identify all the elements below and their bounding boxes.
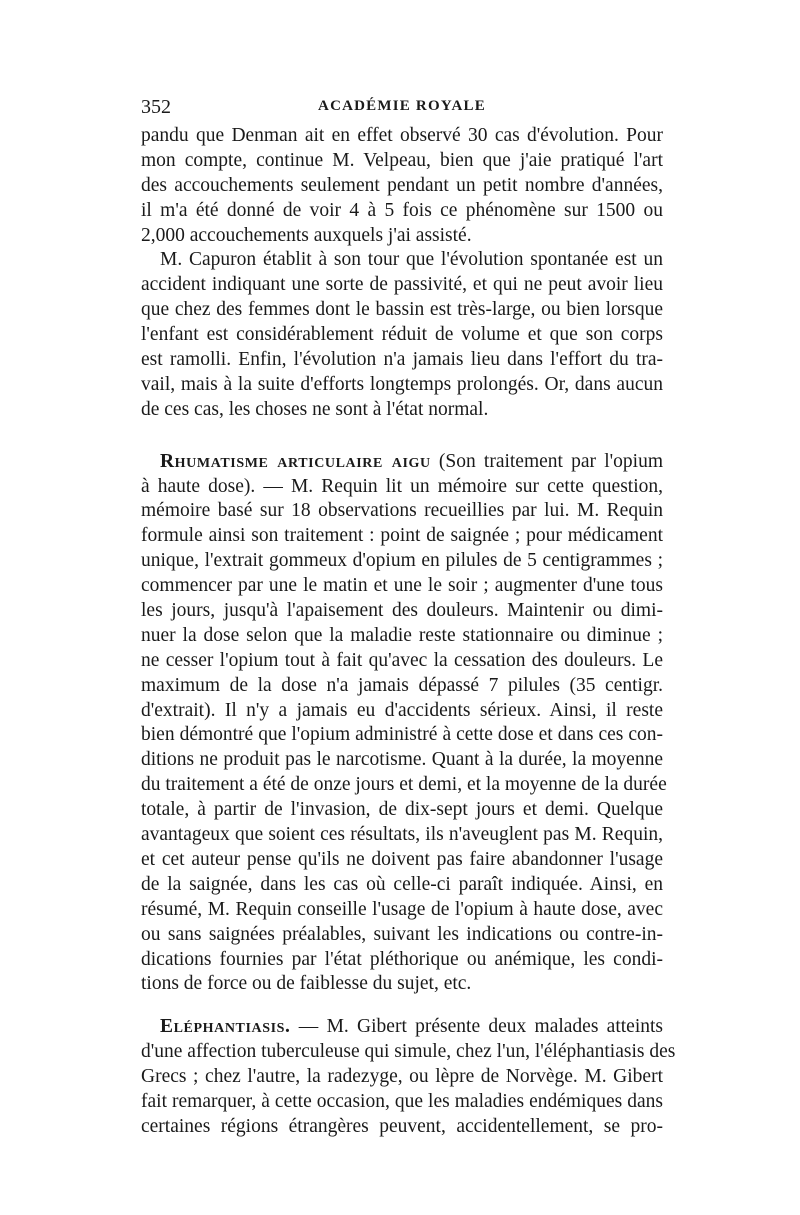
text-line: accident indiquant une sorte de passivité, et qui ne peut avoir lieu — [141, 274, 663, 296]
page — [141, 96, 676, 1140]
page-header — [141, 96, 663, 122]
text-line: Grecs ; chez l'autre, la radezyge, ou lèpre de Norvège. M. Gibert — [141, 1066, 663, 1088]
running-head: ACADÉMIE ROYALE — [318, 98, 486, 114]
text-line: totale, à partir de l'invasion, de dix-sept jours et demi. Quelque — [141, 799, 663, 821]
text-line: ou sans saignées préalables, suivant les indications ou contre-in- — [141, 923, 663, 945]
text-line: M. Capuron établit à son tour que l'évolution spontanée est un — [160, 249, 663, 271]
text-line: certaines régions étrangères peuvent, accidentellement, se pro- — [141, 1115, 663, 1137]
text-line: fait remarquer, à cette occasion, que les maladies endémiques dans — [141, 1090, 663, 1112]
text-line: nuer la dose selon que la maladie reste stationnaire ou diminue ; — [141, 624, 663, 646]
text-line: dications fournies par l'état pléthorique ou anémique, les condi- — [141, 948, 663, 970]
text-line: de la saignée, dans les cas où celle-ci paraît indiquée. Ainsi, en — [141, 873, 663, 895]
text-line: ne cesser l'opium tout à fait qu'avec la cessation des douleurs. Le — [141, 649, 663, 671]
text-line: est ramolli. Enfin, l'évolution n'a jamais lieu dans l'effort du tra- — [141, 349, 663, 371]
section-heading: Eléphantiasis. — [160, 1016, 291, 1038]
text-line: mon compte, continue M. Velpeau, bien que j'aie pratiqué l'art — [141, 149, 663, 171]
text-line: vail, mais à la suite d'efforts longtemps prolongés. Or, dans aucun — [141, 373, 663, 395]
text-line: 2,000 accouchements auxquels j'ai assisté. — [141, 224, 472, 246]
section-rhumatisme — [141, 450, 667, 998]
text-line: les jours, jusqu'à l'apaisement des douleurs. Maintenir ou dimi- — [141, 600, 663, 622]
text-line: à haute dose). — M. Requin lit un mémoire sur cette question, — [141, 475, 663, 497]
section-heading-rest: (Son traitement par l'opium — [430, 450, 663, 472]
text-line: unique, l'extrait gommeux d'opium en pilules de 5 centigrammes ; — [141, 550, 663, 572]
page-number: 352 — [141, 96, 171, 118]
text-line: il m'a été donné de voir 4 à 5 fois ce phénomène sur 1500 ou — [141, 199, 663, 221]
section-elephantiasis — [141, 1015, 676, 1139]
text-line: d'une affection tuberculeuse qui simule, chez l'un, l'éléphantiasis des — [141, 1041, 676, 1063]
text-line: que chez des femmes dont le bassin est très-large, ou bien lorsque — [141, 299, 663, 321]
text-line: et cet auteur pense qu'ils ne doivent pas faire abandonner l'usage — [141, 848, 663, 870]
text-line: du traitement a été de onze jours et demi, et la moyenne de la durée — [141, 774, 667, 796]
text-line: ditions ne produit pas le narcotisme. Quant à la durée, la moyenne — [141, 749, 663, 771]
text-line: formule ainsi son traitement : point de saignée ; pour médicament — [141, 525, 663, 547]
text-line: avantageux que soient ces résultats, ils n'aveuglent pas M. Requin, — [141, 824, 663, 846]
text-line: l'enfant est considérablement réduit de volume et que son corps — [141, 324, 663, 346]
text-line: résumé, M. Requin conseille l'usage de l'opium à haute dose, avec — [141, 898, 663, 920]
section-heading: Rhumatisme articulaire aigu — [160, 450, 431, 472]
text-line: des accouchements seulement pendant un petit nombre d'années, — [141, 174, 663, 196]
text-line: pandu que Denman ait en effet observé 30 cas d'évolution. Pour — [141, 125, 663, 146]
text-line: d'extrait). Il n'y a jamais eu d'accidents sérieux. Ainsi, il reste — [141, 699, 663, 721]
paragraph-capuron — [141, 248, 663, 422]
text-line: tions de force ou de faiblesse du sujet, etc. — [141, 973, 472, 995]
paragraph-evolution-count — [141, 124, 663, 248]
section-heading-line — [141, 450, 663, 475]
text-line: maximum de la dose n'a jamais dépassé 7 pilules (35 centigr. — [141, 674, 663, 696]
text-line: de ces cas, les choses ne sont à l'état normal. — [141, 398, 489, 420]
text-line: commencer par une le matin et une le soir ; augmenter d'une tous — [141, 575, 663, 597]
section-heading-rest: — M. Gibert présente deux malades atteints — [290, 1016, 663, 1038]
text-line: bien démontré que l'opium administré à cette dose et dans ces con- — [141, 724, 663, 746]
section-heading-line — [141, 1015, 663, 1040]
text-line: mémoire basé sur 18 observations recueillies par lui. M. Requin — [141, 500, 663, 522]
